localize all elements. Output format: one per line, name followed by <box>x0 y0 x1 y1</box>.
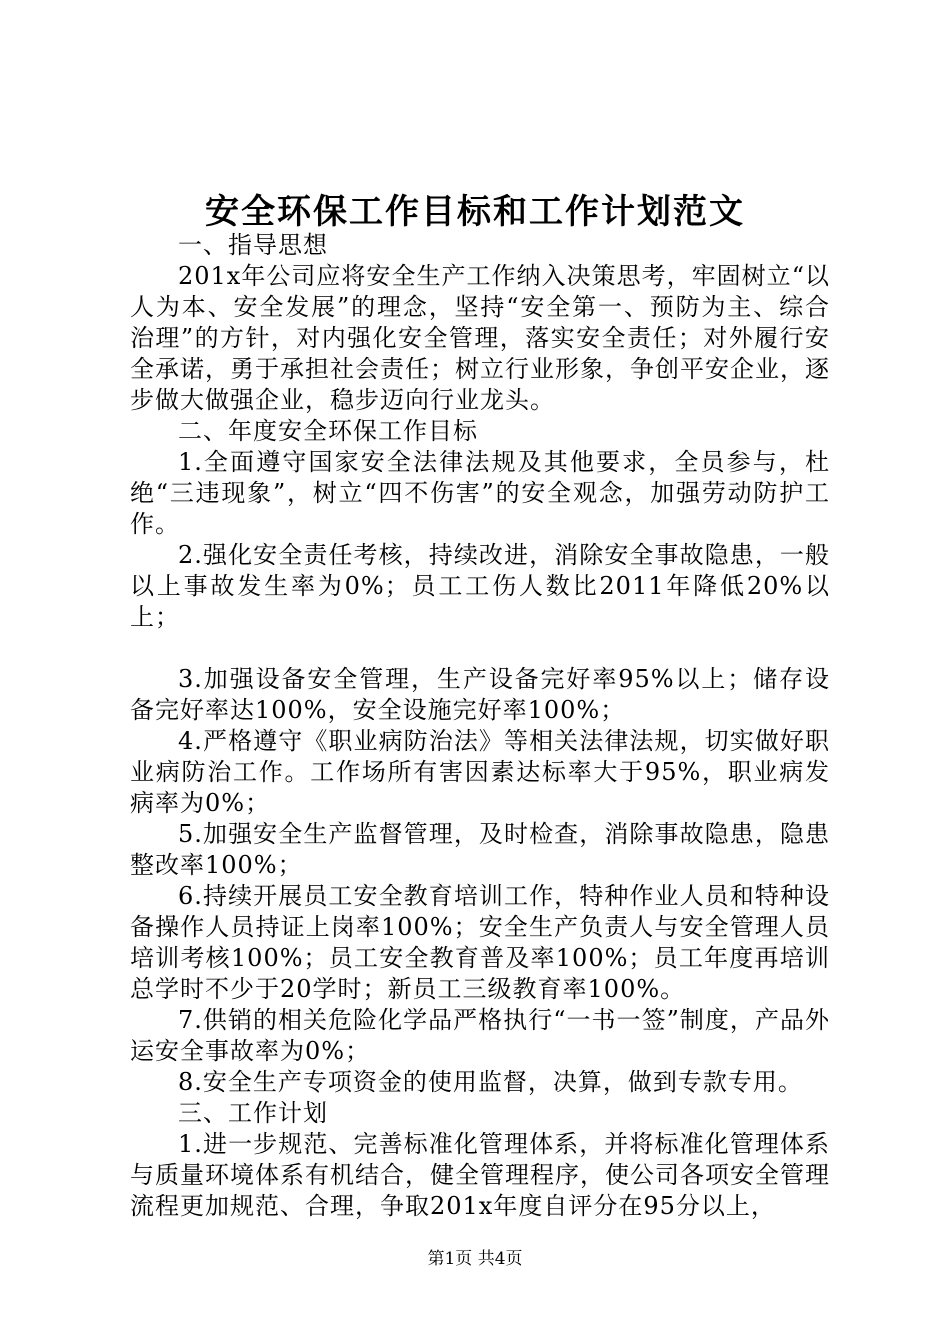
paragraph: 8.安全生产专项资金的使用监督，决算，做到专款专用。 <box>178 1068 803 1096</box>
paragraph: 201x年公司应将安全生产工作纳入决策思考，牢固树立“以人为本、安全发展”的理念，坚持“安全第一、预防为主、综合治理”的方针，对内强化安全管理，落实安全责任；对外履行安全承诺，勇于承担社会责任；树立行业形象，争创平安企业，逐步做大做强企业，稳步迈向行业龙头。 <box>130 262 830 414</box>
paragraph: 7.供销的相关危险化学品严格执行“一书一签”制度，产品外运安全事故率为0%； <box>130 1006 830 1065</box>
section-heading: 一、指导思想 <box>178 231 328 259</box>
page-footer: 第1页 共4页 <box>427 1249 523 1269</box>
section-heading: 三、工作计划 <box>178 1099 328 1127</box>
paragraph: 4.严格遵守《职业病防治法》等相关法律法规，切实做好职业病防治工作。工作场所有害因素达标率大于95%，职业病发病率为0%； <box>130 727 830 817</box>
paragraph: 1.全面遵守国家安全法律法规及其他要求，全员参与，杜绝“三违现象”，树立“四不伤害”的安全观念，加强劳动防护工作。 <box>130 448 830 538</box>
document-title: 安全环保工作目标和工作计划范文 <box>205 192 745 232</box>
paragraph: 5.加强安全生产监督管理，及时检查，消除事故隐患，隐患整改率100%； <box>130 820 830 879</box>
document-body <box>130 230 830 1222</box>
paragraph: 6.持续开展员工安全教育培训工作，特种作业人员和特种设备操作人员持证上岗率100%；安全生产负责人与安全管理人员培训考核100%；员工安全教育普及率100%；员工年度再培训总学时不少于20学时；新员工三级教育率100%。 <box>130 882 830 1003</box>
paragraph: 2.强化安全责任考核，持续改进，消除安全事故隐患，一般以上事故发生率为0%；员工工伤人数比2011年降低20%以上； <box>130 541 830 631</box>
paragraph: 1.进一步规范、完善标准化管理体系，并将标准化管理体系与质量环境体系有机结合，健全管理程序，使公司各项安全管理流程更加规范、合理，争取201x年度自评分在95分以上， <box>130 1130 830 1220</box>
section-heading: 二、年度安全环保工作目标 <box>178 417 478 445</box>
paragraph: 3.加强设备安全管理，生产设备完好率95%以上；储存设备完好率达100%，安全设施完好率100%； <box>130 665 830 724</box>
